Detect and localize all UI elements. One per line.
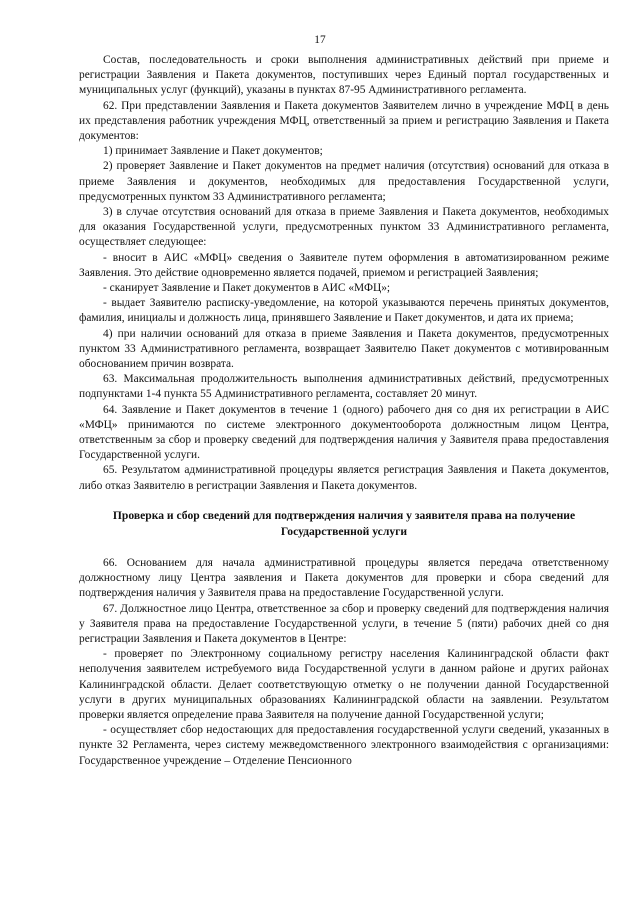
paragraph-62-bullet-ais-entry: - вносит в АИС «МФЦ» сведения о Заявителе путем оформления в автоматизированном режиме Заявления. Это действие одновременно является подачей, приемом и регистрацией Заявления; bbox=[79, 251, 609, 279]
section-heading: Проверка и сбор сведений для подтверждения наличия у заявителя права на получение Государственной услуги bbox=[112, 508, 576, 538]
paragraph-portal-submission: Состав, последовательность и сроки выполнения административных действий при приеме и регистрации Заявления и Пакета документов, поступивших через Единый портал государственных и муниципальных услуг (функций), указаны в пунктах 87-95 Административного регламента. bbox=[79, 54, 609, 97]
paragraph-62-bullet-receipt: - выдает Заявителю расписку-уведомление, на которой указываются перечень принятых документов, фамилия, инициалы и должность лица, принявшего Заявление и Пакет документов, и дата их приема; bbox=[79, 297, 609, 325]
paragraph-67-bullet-data-collection: - осуществляет сбор недостающих для предоставления государственной услуги сведений, указанных в пункте 32 Регламента, через систему межведомственного электронного взаимодействия с организациями: Государственное учреждение – Отделение Пенсионного bbox=[79, 724, 609, 767]
paragraph-62-bullet-scan: - сканирует Заявление и Пакет документов в АИС «МФЦ»; bbox=[103, 282, 391, 295]
paragraph-65: 65. Результатом административной процедуры является регистрация Заявления и Пакета документов, либо отказ Заявителю в регистрации Заявления и Пакета документов. bbox=[79, 464, 609, 492]
paragraph-62-item-4: 4) при наличии оснований для отказа в приеме Заявления и Пакета документов, предусмотренных пунктом 33 Административного регламента, возвращает Заявителю Пакет документов с мотивированным обоснованием причин возврата. bbox=[79, 327, 609, 371]
document-body bbox=[79, 53, 609, 769]
paragraph-63: 63. Максимальная продолжительность выполнения административных действий, предусмотренных подпунктами 1-4 пункта 55 Административного регламента, составляет 20 минут. bbox=[79, 373, 609, 401]
paragraph-62-item-3: 3) в случае отсутствия оснований для отказа в приеме Заявления и Пакета документов, необходимых для оказания Государственной услуги, предусмотренных пунктом 33 Административного регламента, осуществляет следующее: bbox=[79, 206, 609, 249]
paragraph-64: 64. Заявление и Пакет документов в течение 1 (одного) рабочего дня со дня их регистрации в АИС «МФЦ» принимаются по системе электронного документооборота должностным лицом Центра, ответственным за сбор и проверку сведений для подтверждения наличия у Заявителя права предоставления Государственной услуги. bbox=[79, 403, 609, 462]
paragraph-62-item-1: 1) принимает Заявление и Пакет документов; bbox=[103, 145, 323, 158]
paragraph-62: 62. При представлении Заявления и Пакета документов Заявителем лично в учреждение МФЦ в день их представления работник учреждения МФЦ, ответственный за прием и регистрацию Заявления и Пакета документов: bbox=[79, 99, 609, 143]
paragraph-66: 66. Основанием для начала административной процедуры является передача ответственному должностному лицу Центра заявления и Пакета документов для проверки и сбора сведений для подтверждения наличия у Заявителя права на предоставление Государственной услуги. bbox=[79, 556, 609, 600]
paragraph-67-bullet-register-check: - проверяет по Электронному социальному регистру населения Калининградской области факт неполучения заявителем истребуемого вида Государственной услуги в данном районе и других районах Калининградской области. Делает соответствующую отметку о не получении данной Государственной услуги в других муниципальных образованиях Калининградской области на заявлении. Результатом проверки является определение права Заявителя на получение данной Государственной услуги; bbox=[79, 648, 609, 721]
paragraph-62-item-2: 2) проверяет Заявление и Пакет документов на предмет наличия (отсутствия) оснований для отказа в приеме Заявления и документов, необходимых для предоставления Государственной услуги, предусмотренных пунктом 33 Административного регламента; bbox=[79, 160, 609, 203]
paragraph-67: 67. Должностное лицо Центра, ответственное за сбор и проверку сведений для подтверждения наличия у Заявителя права на предоставление Государственной услуги, в течение 5 (пяти) рабочих дней со дня регистрации Заявления и Пакета документов в Центре: bbox=[79, 602, 609, 645]
page-number: 17 bbox=[314, 34, 326, 46]
